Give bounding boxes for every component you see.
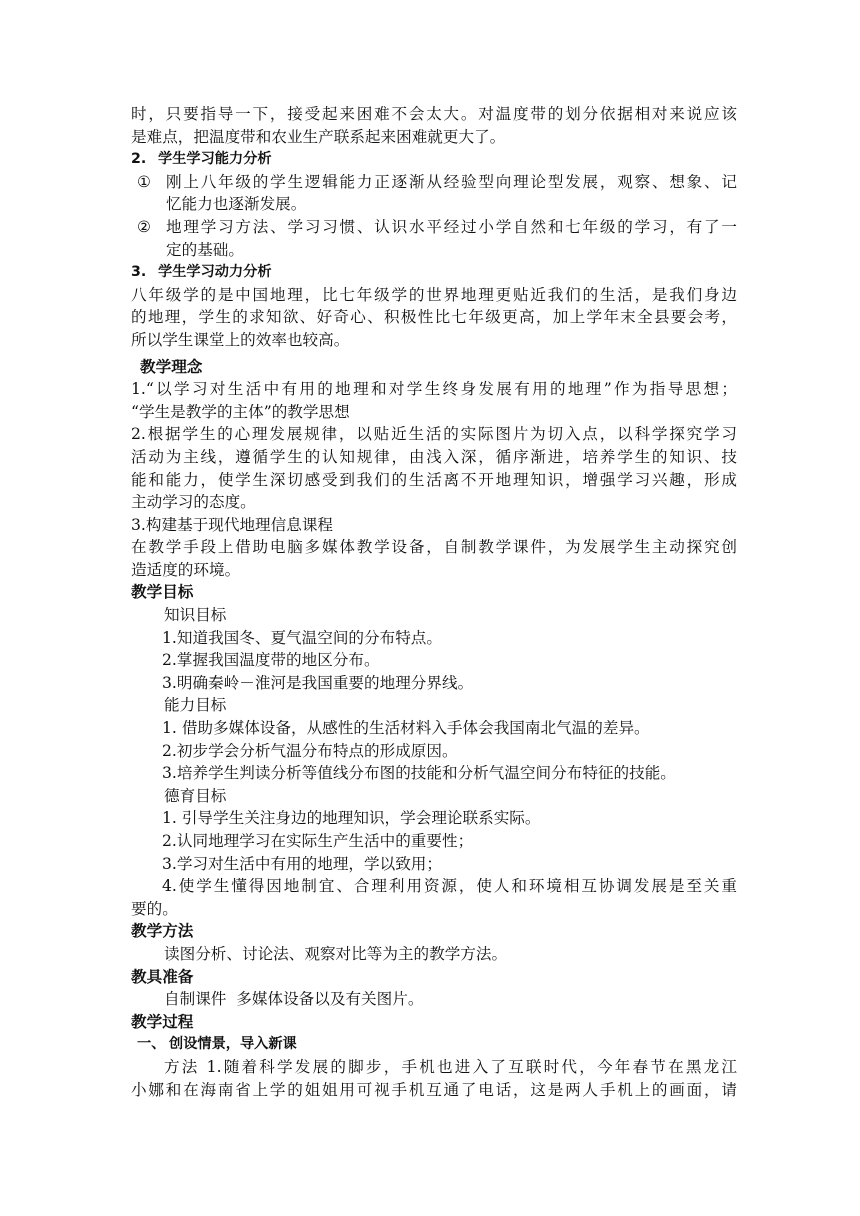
paragraph-line: 小娜和在海南省上学的姐姐用可视手机互通了电话，这是两人手机上的画面，请 xyxy=(131,1080,737,1099)
paragraph-line: 能和能力，使学生深切感受到我们的生活离不开地理知识，增强学习兴趣，形成 xyxy=(131,470,737,489)
philosophy-heading: 教学理念 xyxy=(140,357,203,376)
section-number: 3. xyxy=(131,264,147,281)
item-text-continued: 定的基础。 xyxy=(166,240,244,259)
objective-item: 3.明确秦岭－淮河是我国重要的地理分界线。 xyxy=(162,673,474,692)
intro-line-2: 是难点，把温度带和农业生产联系起来困难就更大了。 xyxy=(131,127,506,146)
item-text: 刚上八年级的学生逻辑能力正逐渐从经验型向理论型发展，观察、想象、记 xyxy=(166,172,737,191)
intro-line-1: 时，只要指导一下，接受起来困难不会太大。对温度带的划分依据相对来说应该 xyxy=(131,105,737,123)
objective-item: 3.培养学生判读分析等值线分布图的技能和分析气温空间分布特征的技能。 xyxy=(162,764,676,783)
section-number: 2. xyxy=(131,151,147,168)
item-text-continued: 忆能力也逐渐发展。 xyxy=(166,195,307,214)
paragraph-line: “学生是教学的主体”的教学思想 xyxy=(131,402,350,421)
paragraph-line: 在教学手段上借助电脑多媒体教学设备，自制教学课件，为发展学生主动探究创 xyxy=(131,538,737,557)
paragraph-line: 造适度的环境。 xyxy=(131,560,241,579)
objective-item: 4.使学生懂得因地制宜、合理利用资源，使人和环境相互协调发展是至关重 xyxy=(162,877,737,896)
process-step-heading xyxy=(131,1033,737,1056)
paragraph-line: 方法 1.随着科学发展的脚步，手机也进入了互联时代，今年春节在黑龙江 xyxy=(164,1057,737,1076)
objective-item: 1. 借助多媒体设备，从感性的生活材料入手体会我国南北气温的差异。 xyxy=(162,719,650,738)
objective-item-continued: 要的。 xyxy=(131,899,178,918)
list-item xyxy=(131,171,737,194)
objective-item: 1.知道我国冬、夏气温空间的分布特点。 xyxy=(162,628,442,647)
ability-objectives-title: 能力目标 xyxy=(164,696,227,715)
item-marker: ② xyxy=(137,217,151,236)
paragraph-line: 1.“以学习对生活中有用的地理和对学生终身发展有用的地理”作为指导思想； xyxy=(131,380,737,399)
document-page xyxy=(131,103,737,1101)
objective-item: 1. 引导学生关注身边的地理知识，学会理论联系实际。 xyxy=(162,809,541,828)
moral-objectives-title: 德育目标 xyxy=(164,786,227,805)
paragraph-line: 2.根据学生的心理发展规律，以贴近生活的实际图片为切入点，以科学探究学习 xyxy=(131,425,737,444)
item-text: 地理学习方法、学习习惯、认识水平经过小学自然和七年级的学习，有了一 xyxy=(166,217,737,236)
methods-heading: 教学方法 xyxy=(131,922,194,941)
tools-heading: 教具准备 xyxy=(131,967,194,986)
paragraph-line: 活动为主线，遵循学生的认知规律，由浅入深，循序渐进，培养学生的知识、技 xyxy=(131,447,737,466)
list-item xyxy=(131,216,737,239)
item-marker: ① xyxy=(137,172,151,191)
section-title: 学生学习动力分析 xyxy=(158,264,272,281)
paragraph-line: 所以学生课堂上的效率也较高。 xyxy=(131,330,350,349)
knowledge-objectives-title: 知识目标 xyxy=(164,606,227,625)
motivation-analysis-heading xyxy=(131,261,737,284)
objective-item: 2.初步学会分析气温分布特点的形成原因。 xyxy=(162,741,458,760)
objective-item: 2.认同地理学习在实际生产生活中的重要性； xyxy=(162,832,474,850)
paragraph-line: 的地理，学生的求知欲、好奇心、积极性比七年级更高，加上学年末全县要会考， xyxy=(131,308,737,327)
ability-analysis-heading xyxy=(131,148,737,171)
section-title: 学生学习能力分析 xyxy=(158,151,272,168)
objective-item: 3.学习对生活中有用的地理，学以致用； xyxy=(162,854,442,873)
step-title: 创设情景，导入新课 xyxy=(169,1036,297,1053)
process-heading: 教学过程 xyxy=(131,1012,194,1031)
methods-text: 读图分析、讨论法、观察对比等为主的教学方法。 xyxy=(164,944,508,963)
tools-text: 自制课件 多媒体设备以及有关图片。 xyxy=(164,990,424,1009)
step-number: 一、 xyxy=(137,1036,166,1053)
objective-item: 2.掌握我国温度带的地区分布。 xyxy=(162,651,380,670)
paragraph-line: 八年级学的是中国地理，比七年级学的世界地理更贴近我们的生活，是我们身边 xyxy=(131,285,737,304)
objectives-heading: 教学目标 xyxy=(131,583,194,602)
paragraph-line: 3.构建基于现代地理信息课程 xyxy=(131,515,334,534)
paragraph-line: 主动学习的态度。 xyxy=(131,493,256,512)
